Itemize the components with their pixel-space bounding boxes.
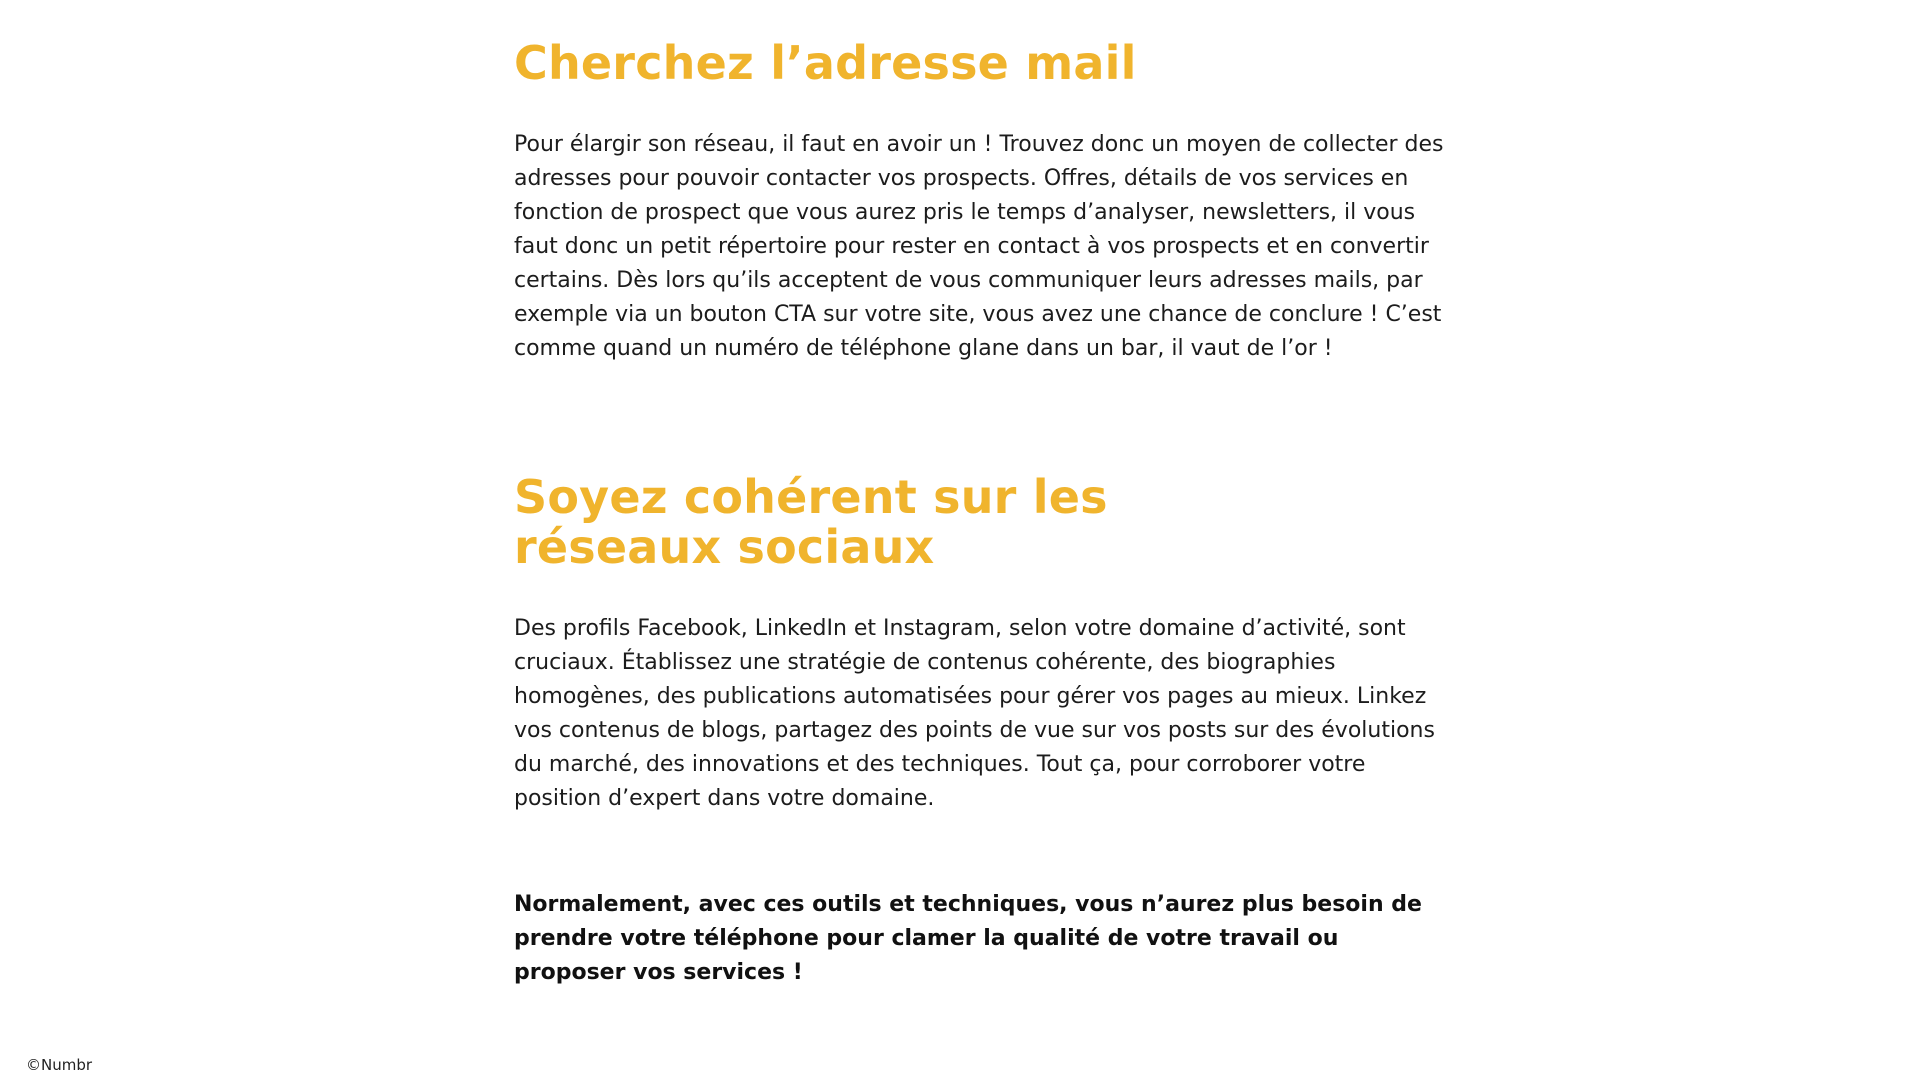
section-body-email: Pour élargir son réseau, il faut en avoir un ! Trouvez donc un moyen de collecter des adresses pour pouvoir contacter vos prospects. Offres, détails de vos services en fonction de prospect que vous aurez pris le temps d’analyser, newsletters, il vous faut donc un petit répertoire pour rester en contact à vos prospects et en convertir certains. Dès lors qu’ils acceptent de vous communiquer leurs adresses mails, par exemple via un bouton CTA sur votre site, vous avez une chance de conclure ! C’est comme quand un numéro de téléphone glane dans un bar, il vaut de l’or ! bbox=[514, 132, 1444, 361]
section-title-email: Cherchez l’adresse mail bbox=[514, 36, 1137, 90]
section-body-social-networks: Des profils Facebook, LinkedIn et Instagram, selon votre domaine d’activité, sont cruciaux. Établissez une stratégie de contenus cohérente, des biographies homogènes, des publications automatisées pour gérer vos pages au mieux. Linkez vos contenus de blogs, partagez des points de vue sur vos posts sur des évolutions du marché, des innovations et des techniques. Tout ça, pour corroborer votre position d’expert dans votre domaine. bbox=[514, 616, 1435, 811]
conclusion-paragraph: Normalement, avec ces outils et techniques, vous n’aurez plus besoin de prendre votre téléphone pour clamer la qualité de votre travail ou proposer vos services ! bbox=[514, 892, 1422, 985]
copyright-notice: ©Numbr bbox=[26, 1056, 93, 1074]
section-social-networks bbox=[514, 472, 1454, 816]
section-title-social-networks: Soyez cohérent sur les réseaux sociaux bbox=[514, 470, 1108, 574]
article-content bbox=[514, 38, 1454, 990]
section-email bbox=[514, 38, 1454, 366]
